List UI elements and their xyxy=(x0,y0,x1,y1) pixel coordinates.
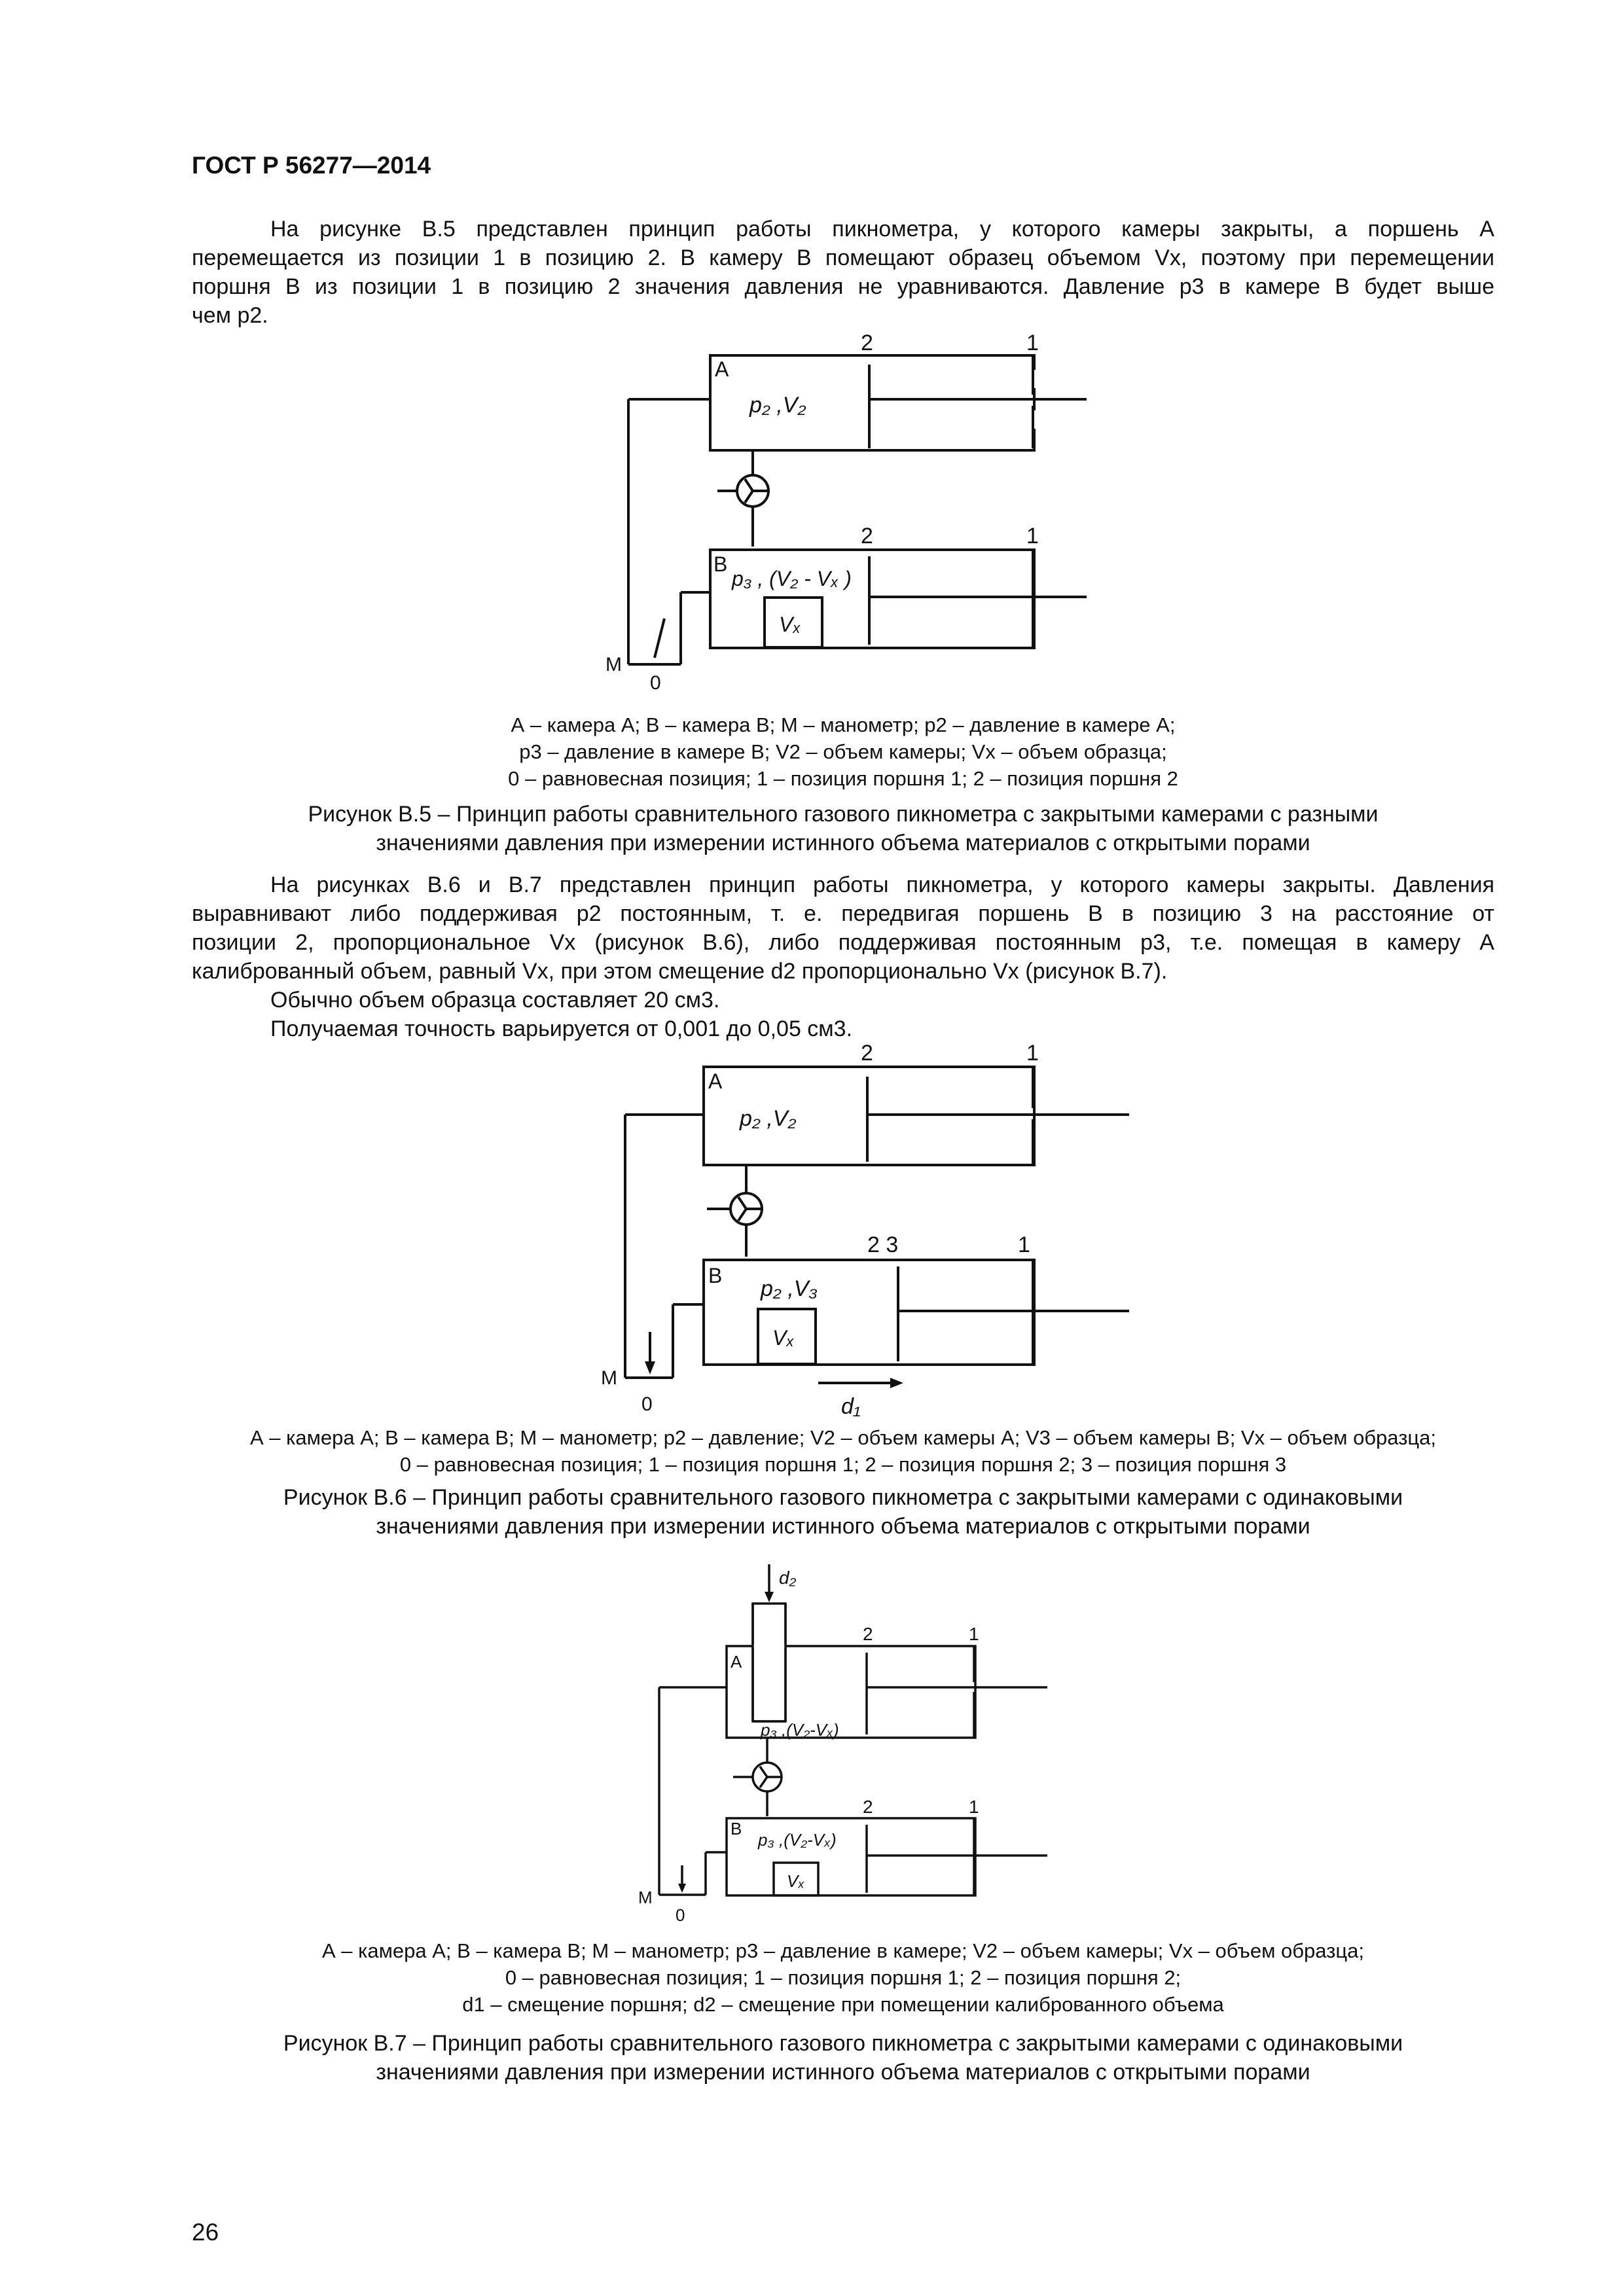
chamber-label: В xyxy=(731,1819,742,1839)
legend-line: 0 – равновесная позиция; 1 – позиция поршня 1; 2 – позиция поршня 2; xyxy=(505,1966,1182,1989)
chamber-label: А xyxy=(715,357,729,381)
caption-line: Рисунок В.6 – Принцип работы сравнительного газового пикнометра с закрытыми камерами с одинаковыми xyxy=(283,1485,1403,1510)
caption-line: значениями давления при измерении истинного объема материалов с открытыми порами xyxy=(376,2060,1310,2085)
position-label: 2 xyxy=(861,1041,873,1066)
figure-b7-legend xyxy=(192,1937,1494,2018)
paragraph-line: На рисунке В.5 представлен принцип работы пикнометра, у которого камеры закрыты, а поршень А xyxy=(270,217,1494,242)
calibrated-volume-plunger xyxy=(753,1604,785,1721)
position-label: 2 xyxy=(861,331,873,355)
zero-label: 0 xyxy=(641,1393,653,1415)
sample-label: Vₓ xyxy=(772,1326,795,1350)
state-label: p₃ ,(V₂-Vₓ) xyxy=(758,1830,837,1850)
zero-label: 0 xyxy=(676,1905,685,1925)
position-label: 1 xyxy=(1026,331,1039,355)
document-header: ГОСТ Р 56277—2014 xyxy=(192,152,431,179)
state-label: p₂ ,V₂ xyxy=(749,393,806,418)
state-label: p₃ , (V₂ - Vₓ ) xyxy=(732,567,852,590)
paragraph-intro-b5 xyxy=(192,215,1494,330)
caption-line: Рисунок В.5 – Принцип работы сравнительного газового пикнометра с закрытыми камерами с разными xyxy=(308,802,1379,827)
sample-label: Vₓ xyxy=(779,613,801,636)
manometer-label: М xyxy=(601,1367,617,1389)
manometer-label: М xyxy=(605,654,622,675)
legend-line: А – камера А; В – камера В; М – манометр; p3 – давление в камере; V2 – объем камеры; Vx – объем образца; xyxy=(321,1939,1364,1962)
chamber-label: В xyxy=(713,552,728,576)
chamber-label: А xyxy=(731,1652,742,1672)
zero-label: 0 xyxy=(650,672,661,691)
paragraph-line: перемещается из позиции 1 в позицию 2. В камеру В помещают образец объемом Vx, поэтому при перемещении xyxy=(192,245,1494,270)
paragraph-line: На рисунках В.6 и В.7 представлен принцип работы пикнометра, у которого камеры закрыты. Давления xyxy=(270,872,1494,897)
paragraph-line: Получаемая точность варьируется от 0,001 до 0,05 см3. xyxy=(270,1016,853,1041)
position-label: 2 xyxy=(861,524,873,548)
state-label: p₂ ,V₂ xyxy=(740,1106,797,1131)
figure-b7-diagram xyxy=(622,1558,1093,1931)
caption-line: значениями давления при измерении истинного объема материалов с открытыми порами xyxy=(376,1514,1310,1539)
paragraph-line: выравнивают либо поддерживая p2 постоянным, т. е. передвигая поршень В в позицию 3 на расстояние от xyxy=(192,901,1494,926)
paragraph-line: позиции 2, пропорциональное Vx (рисунок В.6), либо поддерживая постоянным p3, т.е. помещая в камеру А xyxy=(192,930,1494,955)
position-label: 1 xyxy=(969,1624,979,1644)
figure-b7-caption xyxy=(192,2029,1494,2087)
legend-line: А – камера А; В – камера В; М – манометр; p2 – давление в камере А; xyxy=(511,713,1176,736)
figure-b6-diagram xyxy=(589,1037,1152,1417)
sample-label: Vₓ xyxy=(787,1871,805,1891)
legend-line: d1 – смещение поршня; d2 – смещение при помещении калиброванного объема xyxy=(462,1993,1224,2016)
paragraph-line: поршня В из позиции 1 в позицию 2 значения давления не уравниваются. Давление p3 в камере В будет выше xyxy=(192,274,1494,299)
legend-line: 0 – равновесная позиция; 1 – позиция поршня 1; 2 – позиция поршня 2; 3 – позиция поршня 3 xyxy=(399,1453,1287,1476)
manometer-needle xyxy=(655,619,664,658)
chamber-label: В xyxy=(708,1264,723,1287)
paragraph-line: чем p2. xyxy=(192,303,268,328)
figure-b5-legend xyxy=(192,711,1494,792)
state-label: p₂ ,V₃ xyxy=(761,1276,818,1301)
state-label: p₃ ,(V₂-Vₓ) xyxy=(761,1720,839,1740)
figure-b6-legend xyxy=(192,1424,1494,1478)
legend-line: 0 – равновесная позиция; 1 – позиция поршня 1; 2 – позиция поршня 2 xyxy=(508,767,1178,790)
position-label: 1 xyxy=(1026,524,1039,548)
d1-label: d₁ xyxy=(841,1394,861,1417)
figure-b5-diagram xyxy=(589,324,1100,691)
position-label: 1 xyxy=(1026,1041,1039,1066)
legend-line: А – камера А; В – камера В; М – манометр; p2 – давление; V2 – объем камеры А; V3 – объем камеры В; Vx – объем образца; xyxy=(249,1426,1437,1449)
figure-b6-caption xyxy=(192,1483,1494,1541)
caption-line: значениями давления при измерении истинного объема материалов с открытыми порами xyxy=(376,831,1310,855)
position-label: 2 xyxy=(863,1797,873,1817)
figure-b5-caption xyxy=(192,800,1494,857)
manometer-label: М xyxy=(638,1888,653,1907)
position-label: 1 xyxy=(1018,1232,1030,1257)
paragraph-line: калиброванный объем, равный Vx, при этом смещение d2 пропорционально Vx (рисунок В.7). xyxy=(192,959,1168,984)
legend-line: p3 – давление в камере В; V2 – объем камеры; Vx – объем образца; xyxy=(519,740,1167,763)
position-label: 2 xyxy=(863,1624,873,1644)
paragraph-b6-b7 xyxy=(192,870,1494,1043)
paragraph-line: Обычно объем образца составляет 20 см3. xyxy=(270,988,720,1013)
caption-line: Рисунок В.7 – Принцип работы сравнительного газового пикнометра с закрытыми камерами с одинаковыми xyxy=(283,2031,1403,2056)
chamber-b xyxy=(710,550,1034,648)
chamber-label: А xyxy=(708,1069,723,1093)
position-label: 1 xyxy=(969,1797,979,1817)
position-label: 2 3 xyxy=(867,1232,899,1257)
page-number: 26 xyxy=(192,2219,219,2246)
d2-label: d₂ xyxy=(779,1568,797,1588)
